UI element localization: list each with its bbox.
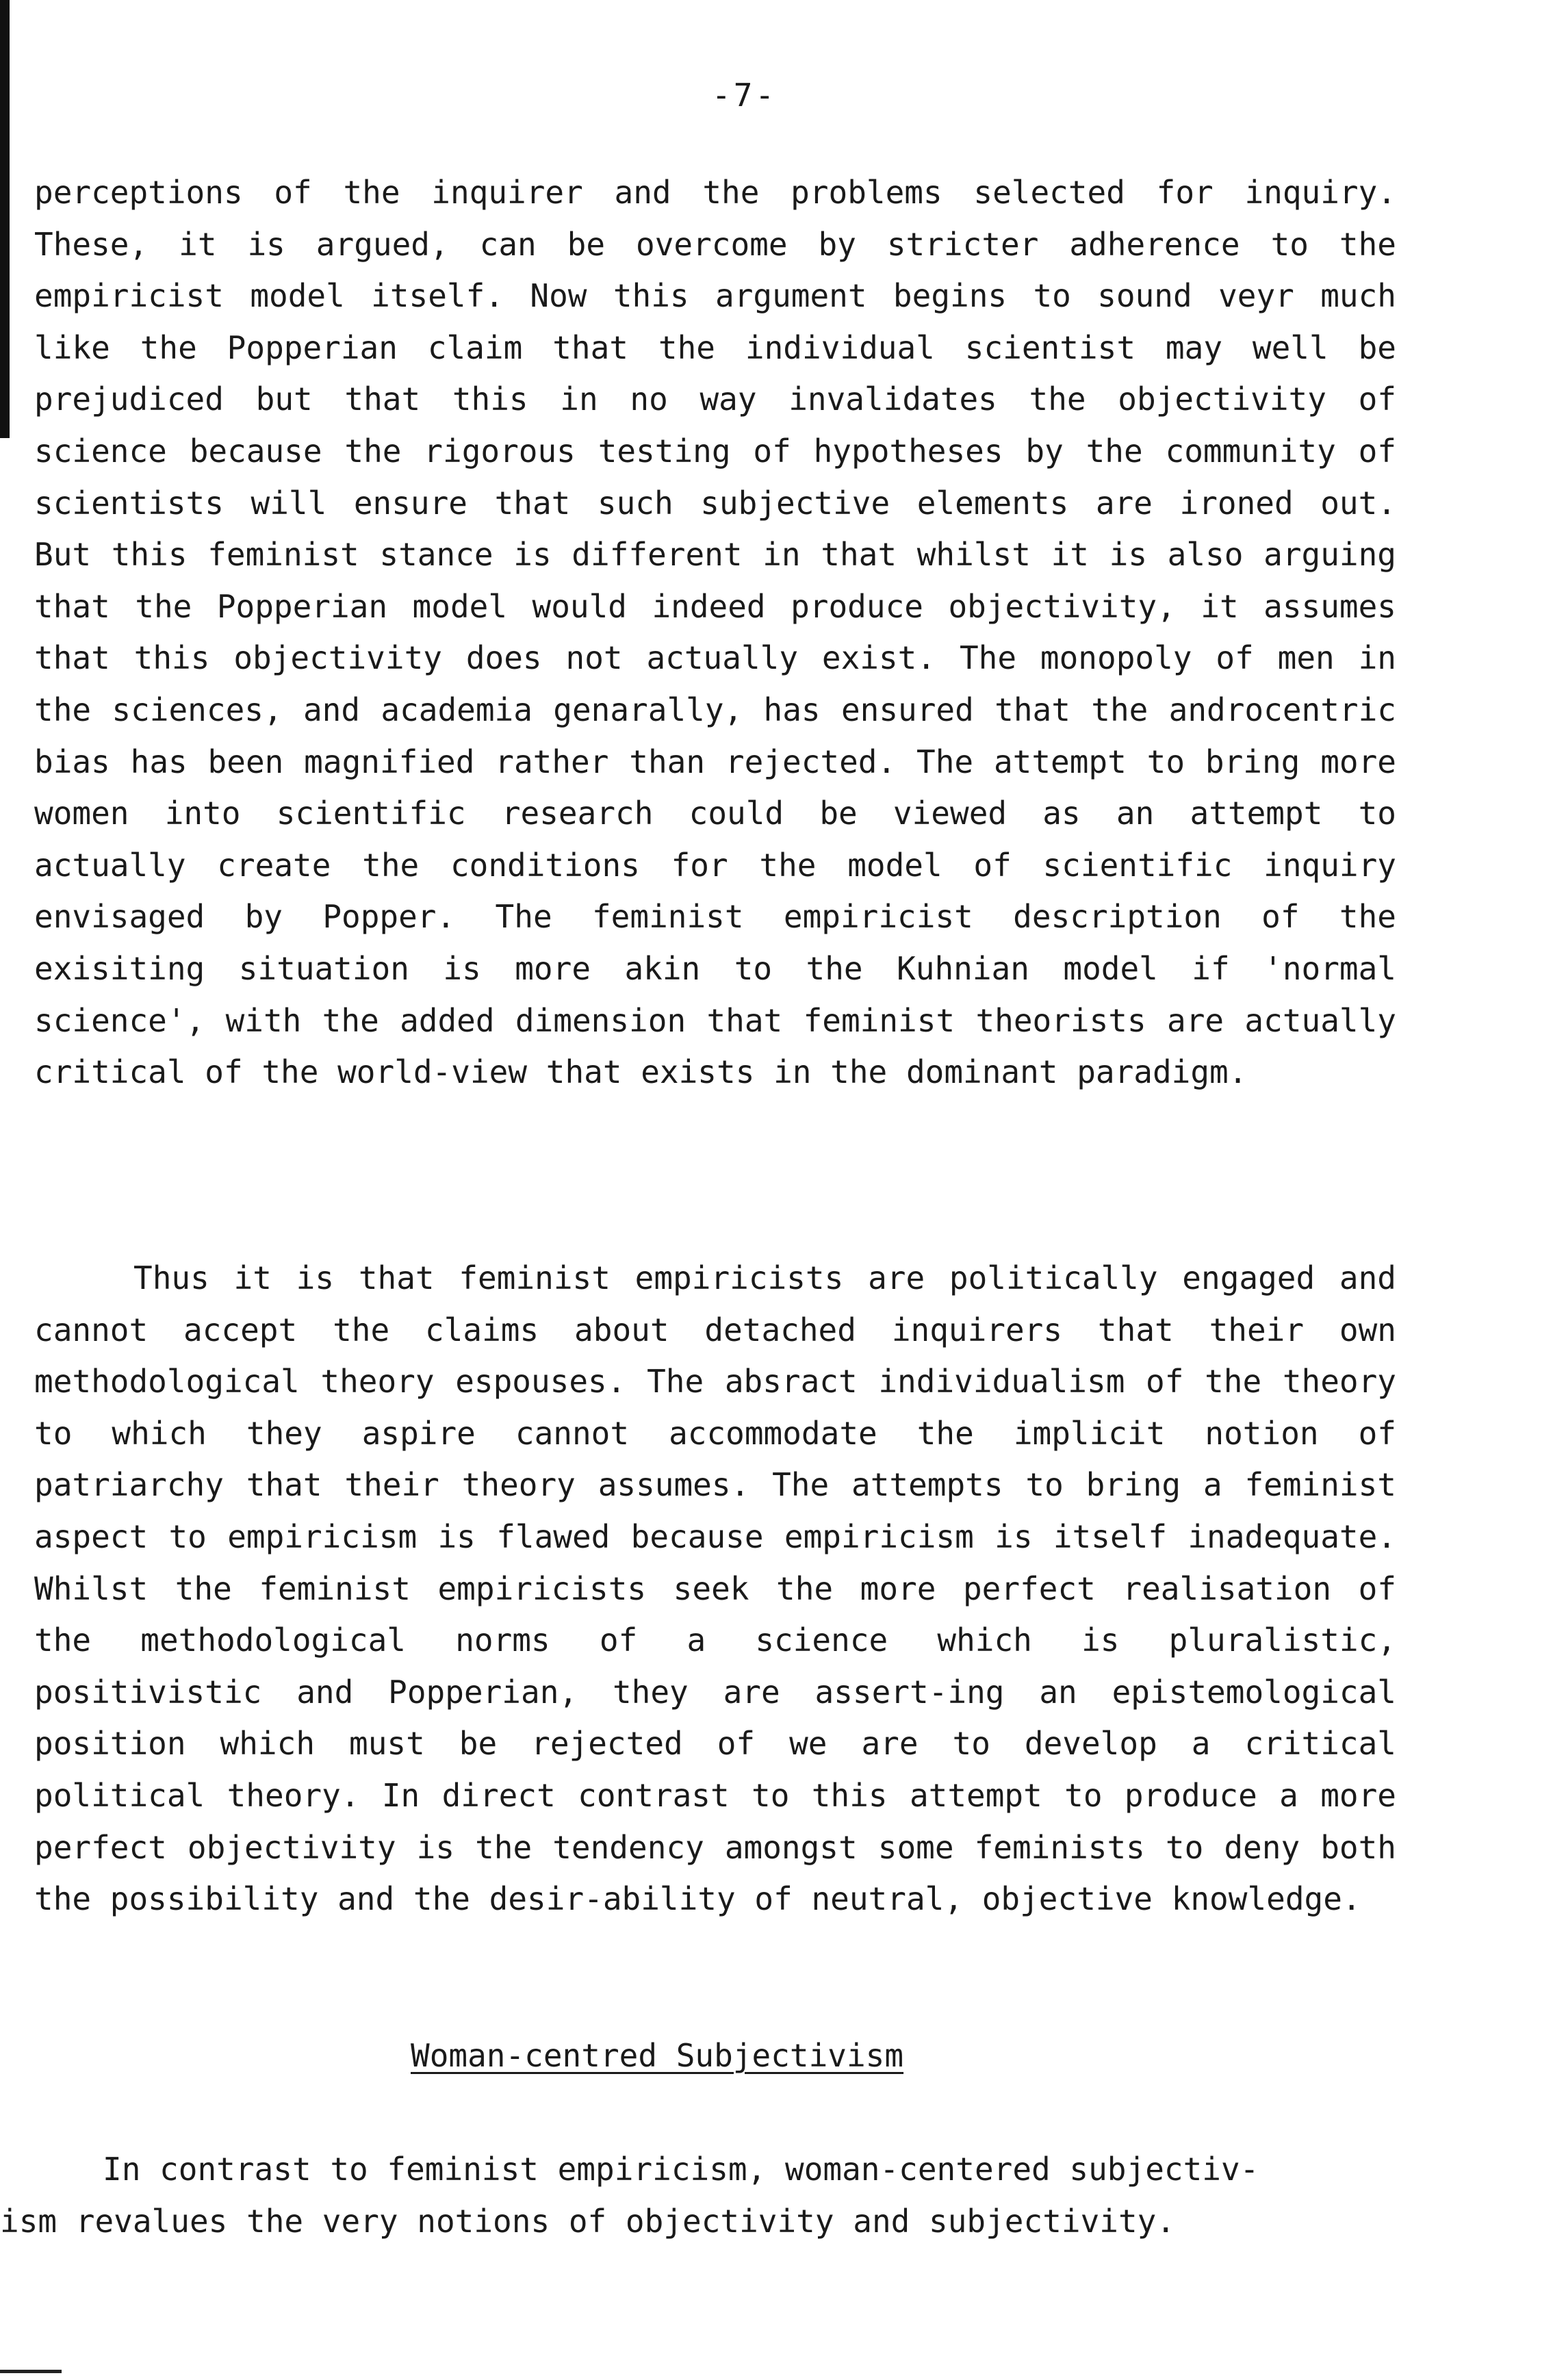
section-opening-line-2: ism revalues the very notions of objectivity and subjectivity. — [0, 2202, 1176, 2240]
scan-bottom-edge-rule — [0, 2370, 62, 2373]
section-opening-paragraph — [0, 2144, 1396, 2247]
scan-left-edge-rule — [0, 0, 10, 438]
body-paragraph-2: Thus it is that feminist empiricists are politically engaged and cannot accept the claims about detached inquirers that their own methodological theory espouses. The absract individualism of the theory to which they aspire cannot accommodate the implicit notion of patriarchy that their theory assumes. The attempts to bring a feminist aspect to empiricism is flawed because empiricism is itself inadequate. Whilst the feminist empiricists seek the more perfect realisation of the methodological norms of a science which is pluralistic, positivistic and Popperian, they are assert-ing an epistemological position which must be rejected of we are to develop a critical political theory. In direct contrast to this attempt to produce a more perfect objectivity is the tendency amongst some feminists to deny both the possibility and the desir-ability of neutral, objective knowledge. — [34, 1259, 1396, 1918]
body-paragraph-1: perceptions of the inquirer and the problems selected for inquiry. These, it is argued, can be overcome by stricter adherence to the empiricist model itself. Now this argument begins to sound veyr much like the Popperian claim that the individual scientist may well be prejudiced but that this in no way invalidates the objectivity of science because the rigorous testing of hypotheses by the community of scientists will ensure that such subjective elements are ironed out. But this feminist stance is different in that whilst it is also arguing that the Popperian model would indeed produce objectivity, it assumes that this objectivity does not actually exist. The monopoly of men in the sciences, and academia genarally, has ensured that the androcentric bias has been magnified rather than rejected. The attempt to bring more women into scientific research could be viewed as an attempt to actually create the conditions for the model of scientific inquiry envisaged by Popper. The feminist empiricist description of the exisiting situation is more akin to the Kuhnian model if 'normal science', with the added dimension that feminist theorists are actually critical of the world-view that exists in the dominant paradigm. — [34, 174, 1396, 1091]
section-heading: Woman-centred Subjectivism — [411, 2037, 904, 2074]
section-opening-line-1: In contrast to feminist empiricism, woman-centered subjectiv- — [103, 2151, 1259, 2188]
page-number: -7- — [712, 77, 778, 114]
